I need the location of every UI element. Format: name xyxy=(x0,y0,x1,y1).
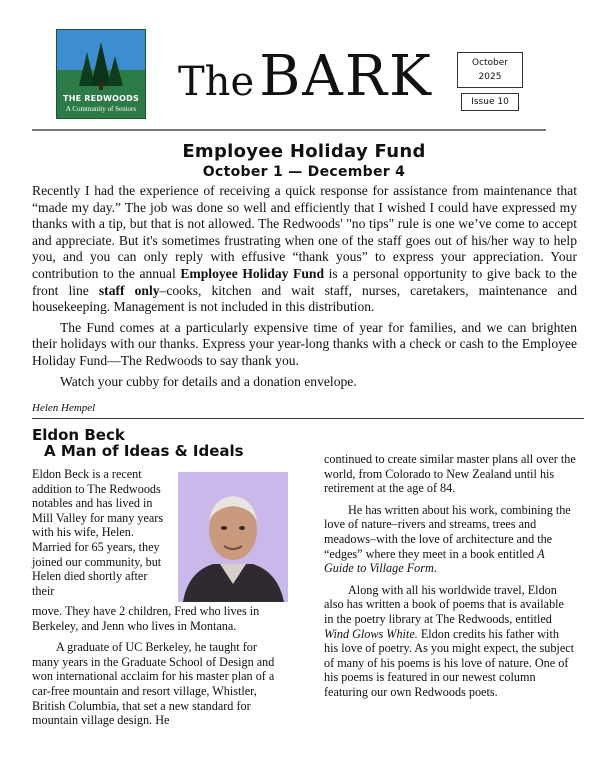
feature-byline: Helen Hempel xyxy=(32,402,96,414)
article-col1-wrapped xyxy=(32,467,172,605)
logo-tagline: A Community of Seniors xyxy=(65,105,137,113)
article-col2 xyxy=(324,452,576,707)
feature-paragraph-2: The Fund comes at a particularly expensive time of year for families, and we can brighten their holidays with our thanks. Express your year-long thanks with a check or cash to the Employee Holiday Fund—The Redwoods to say thank you. xyxy=(32,319,577,368)
article-col1-full xyxy=(32,604,282,735)
eldon-beck-photo xyxy=(178,472,288,602)
feature-title: Employee Holiday Fund xyxy=(182,141,426,162)
article-paragraph-1-cont: move. They have 2 children, Fred who lives in Berkeley, and Jenn who lives in Montana. xyxy=(32,604,260,633)
portrait-icon xyxy=(178,472,288,602)
article-paragraph-3: continued to create similar master plans all over the world, from Colorado to New Zealand until his retirement at the age of 84. xyxy=(324,452,576,496)
fund-name-bold: Employee Holiday Fund xyxy=(180,265,325,281)
feature-dates: October 1 — December 4 xyxy=(202,164,406,180)
book-title-italic: A Guide to Village Form xyxy=(324,546,545,576)
article-paragraph-1: Eldon Beck is a recent addition to The Redwoods notables and has lived in Mill Valley for many years with his wife, Helen. Married for 65 years, they joined our community, but Helen died shortly after their xyxy=(32,467,164,598)
article-paragraph-4: He has written about his work, combining the love of nature–rivers and streams, trees and meadows–with the love of architecture and the “edges” where they meet in a book entitled A Guide to Village Form. xyxy=(324,502,571,576)
article-paragraph-5: Along with all his worldwide travel, Eldon also has written a book of poems that is available in the poetry library at The Redwoods, entitled Wind Glows White. Eldon credits his father with his love of poetry. As you might expect, the subject of many of his poems is his love of nature. One of his poems is featured in our newest column featuring our own Redwoods poets. xyxy=(324,582,575,699)
article-subtitle: A Man of Ideas & Ideals xyxy=(44,442,244,460)
logo-name: THE REDWOODS xyxy=(63,94,139,103)
masthead-the: The xyxy=(178,59,255,105)
header-divider xyxy=(32,129,546,131)
issue-month: October xyxy=(471,58,509,68)
masthead-bark: BARK xyxy=(259,44,433,109)
feature-paragraph-3: Watch your cubby for details and a donation envelope. xyxy=(60,373,357,389)
staff-only-bold: staff only xyxy=(98,282,160,298)
feature-body xyxy=(32,183,577,394)
article-paragraph-2: A graduate of UC Berkeley, he taught for many years in the Graduate School of Design and won international acclaim for his master plan of a car-free mountain and resort village, Whistler, British Columbia, that set a new standard for mountain village design. He xyxy=(32,640,275,728)
redwoods-logo xyxy=(56,29,146,119)
section-divider xyxy=(32,418,584,419)
issue-number: Issue 10 xyxy=(461,93,519,111)
date-box xyxy=(457,52,523,88)
poem-book-title-italic: Wind Glows White. xyxy=(324,626,418,641)
masthead-title xyxy=(178,44,433,109)
issue-year: 2025 xyxy=(478,72,502,82)
feature-paragraph-1: Recently I had the experience of receiving a quick response for assistance from maintenance that “made my day.” The job was done so well and efficiently that I wished I could have expressed my thanks with a tip, but that is not allowed. The Redwoods' "no tips" rule is one we’ve come to accept and appreciate. But it's sometimes frustrating when one of the staff goes out of his/her way to help you, and you can only reply with effusive “thank yous” to express your appreciation. Your contribution to the annual Employee Holiday Fund is a personal opportunity to give back to the front line staff only–cooks, kitchen and wait staff, nurses, caretakers, maintenance and housekeeping. Management is not included in this distribution. xyxy=(32,183,577,315)
article-title: Eldon Beck xyxy=(32,426,125,444)
